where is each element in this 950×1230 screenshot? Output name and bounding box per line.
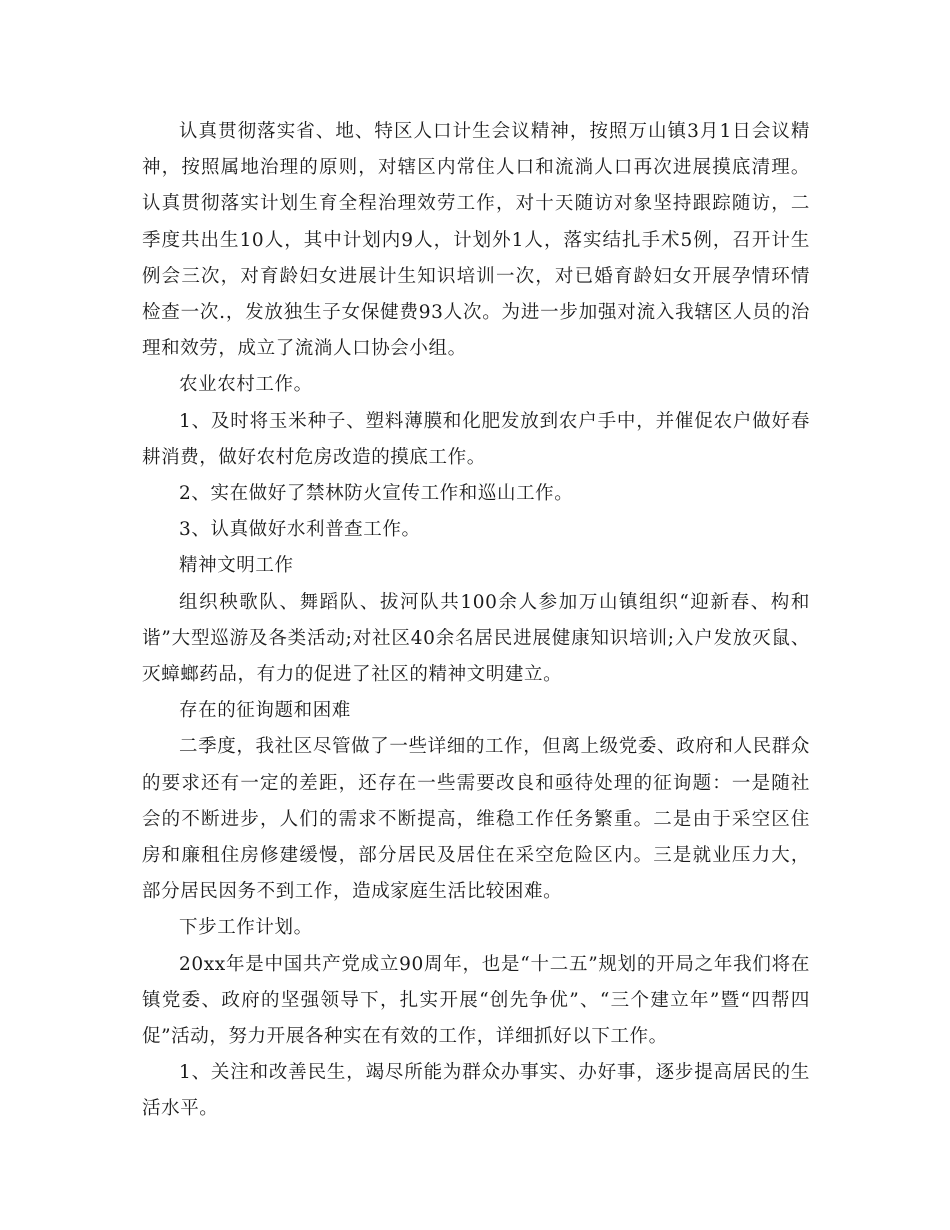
paragraph-spiritual-civilization: 组织秧歌队、舞蹈队、拔河队共100余人参加万山镇组织“迎新春、构和谐”大型巡游及各类活动;对社区40余名居民进展健康知识培训;入户发放灭鼠、灭蟑螂药品，有力的促进了社区的精神文明建立。 [142,591,810,686]
paragraph-next-plan: 20xx年是中国共产党成立90周年，也是“十二五”规划的开局之年我们将在镇党委、政府的坚强领导下，扎实开展“创先争优”、“三个建立年”暨“四帮四促”活动，努力开展各种实在有效的工作，详细抓好以下工作。 [142,953,810,1048]
paragraph-plan-item-1: 1、关注和改善民生，竭尽所能为群众办事实、办好事，逐步提高居民的生活水平。 [142,1062,810,1120]
paragraph-agriculture-item-2: 2、实在做好了禁林防火宣传工作和巡山工作。 [179,483,574,505]
heading-spiritual-civilization: 精神文明工作 [179,555,294,577]
heading-agriculture: 农业农村工作。 [179,374,313,396]
paragraph-problems: 二季度，我社区尽管做了一些详细的工作，但离上级党委、政府和人民群众的要求还有一定的差距，还存在一些需要改良和亟待处理的征询题：一是随社会的不断进步，人们的需求不断提高，维稳工作任务繁重。二是由于采空区住房和廉租住房修建缓慢，部分居民及居住在采空危险区内。三是就业压力大，部分居民因务不到工作，造成家庭生活比较困难。 [142,736,810,903]
heading-next-plan: 下步工作计划。 [179,917,313,939]
paragraph-agriculture-item-1: 1、及时将玉米种子、塑料薄膜和化肥发放到农户手中，并催促农户做好春耕消费，做好农村危房改造的摸底工作。 [142,410,810,468]
paragraph-agriculture-item-3: 3、认真做好水利普查工作。 [179,519,421,541]
heading-problems: 存在的征询题和困难 [179,700,351,722]
document-body [142,114,810,1128]
paragraph-population-work: 认真贯彻落实省、地、特区人口计生会议精神，按照万山镇3月1日会议精神，按照属地治理的原则，对辖区内常住人口和流淌人口再次进展摸底清理。认真贯彻落实计划生育全程治理效劳工作，对十天随访对象坚持跟踪随访，二季度共出生10人，其中计划内9人，计划外1人，落实结扎手术5例，召开计生例会三次，对育龄妇女进展计生知识培训一次，对已婚育龄妇女开展孕情环情检查一次.，发放独生子女保健费93人次。为进一步加强对流入我辖区人员的治理和效劳，成立了流淌人口协会小组。 [142,121,810,360]
